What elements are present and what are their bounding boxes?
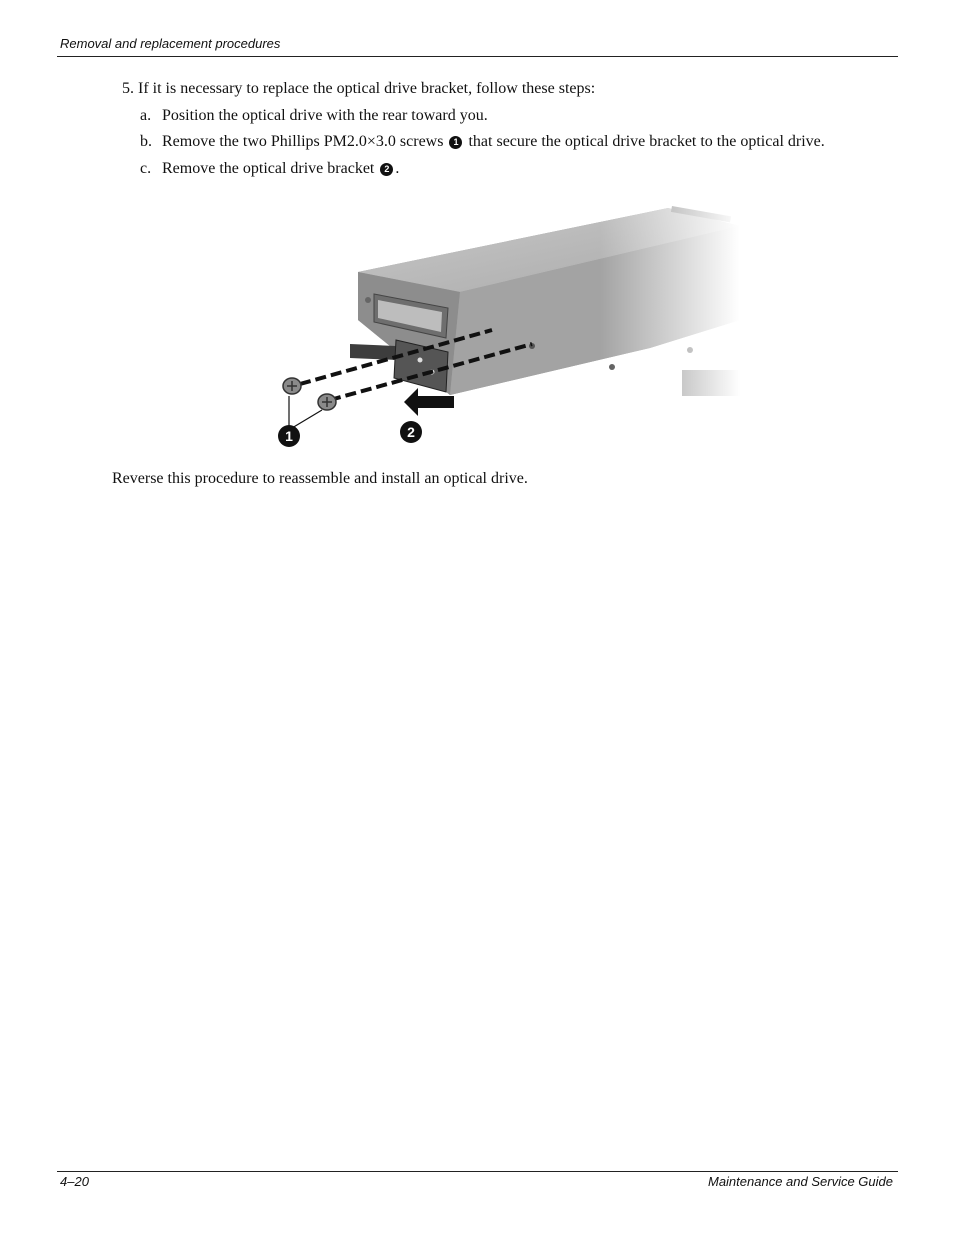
callout-2 xyxy=(400,421,422,443)
substep-c-letter: c. xyxy=(140,160,152,177)
substep-b xyxy=(140,133,825,151)
callout-1 xyxy=(278,396,322,447)
substep-a-text: Position the optical drive with the rear toward you. xyxy=(162,107,488,124)
callout-1-label: 1 xyxy=(285,428,293,444)
step-5-number: 5. xyxy=(122,80,134,97)
callout-1-bullet: 1 xyxy=(449,136,462,149)
substep-b-text-after: that secure the optical drive bracket to the optical drive. xyxy=(468,133,825,150)
substep-c-text: Remove the optical drive bracket xyxy=(162,160,375,177)
callout-2-label: 2 xyxy=(407,424,415,440)
screw-icon xyxy=(318,394,336,410)
substep-c-period: . xyxy=(395,160,400,177)
page-number: 4–20 xyxy=(60,1174,89,1189)
screw-icon xyxy=(283,378,301,394)
step-5 xyxy=(122,80,595,98)
callout-2-bullet: 2 xyxy=(380,163,393,176)
footer-rule xyxy=(57,1171,898,1172)
substep-b-letter: b. xyxy=(140,133,152,150)
running-header: Removal and replacement procedures xyxy=(60,36,281,51)
substep-a-letter: a. xyxy=(140,107,152,124)
substep-c xyxy=(140,160,399,178)
substep-b-text-before: Remove the two Phillips PM2.0×3.0 screws xyxy=(162,133,444,150)
optical-drive-bracket-illustration xyxy=(270,200,740,455)
closing-paragraph: Reverse this procedure to reassemble and install an optical drive. xyxy=(112,470,528,487)
substep-a xyxy=(140,107,488,125)
step-5-text: If it is necessary to replace the optical drive bracket, follow these steps: xyxy=(138,80,596,97)
footer-guide-title: Maintenance and Service Guide xyxy=(707,1174,893,1189)
removal-arrow-icon xyxy=(404,388,454,416)
header-rule xyxy=(57,56,898,57)
